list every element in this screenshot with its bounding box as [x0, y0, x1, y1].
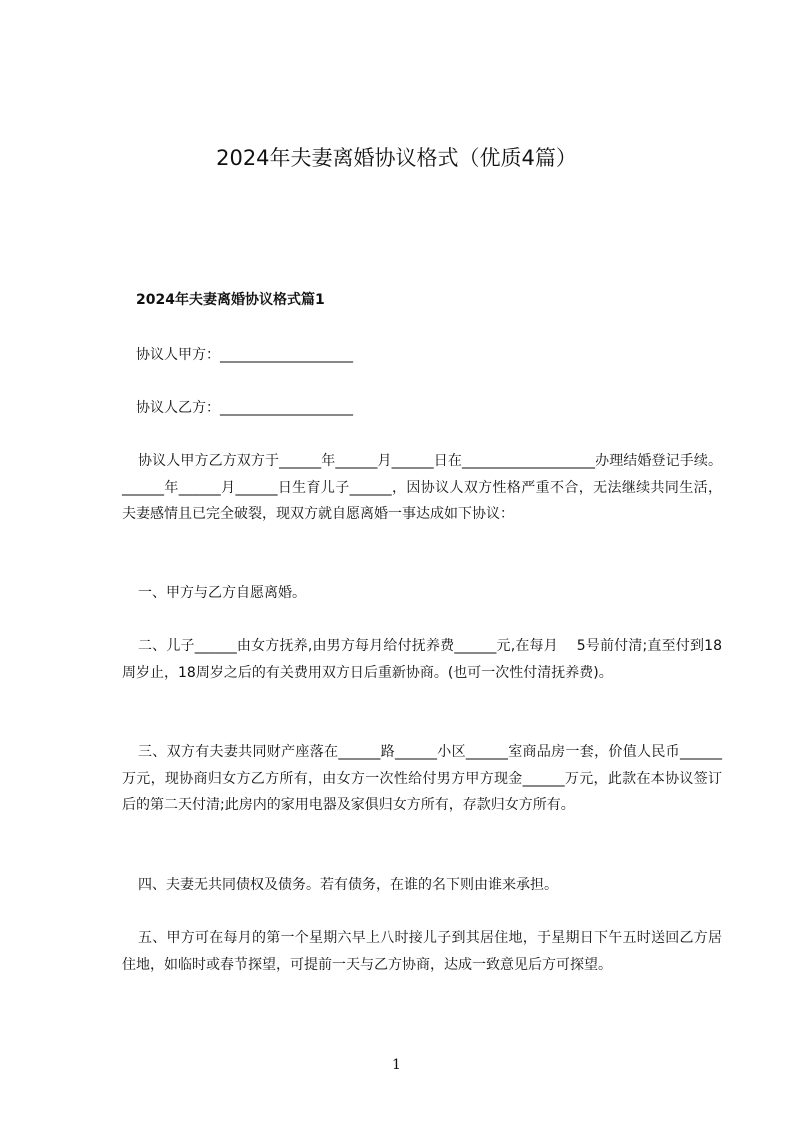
paragraph-clause-4: 四、夫妻无共同债权及债务。若有债务，在谁的名下则由谁来承担。 — [138, 877, 558, 893]
paragraph-clause-3: 三、双方有夫妻共同财产座落在______路______小区______室商品房一套，价值人民币______万元，现协商归女方乙方所有，由女方一次性给付男方甲方现金______万元，此款在本协议签订后的第二天付清;此房内的家用电器及家俱归女方所有，存款归女方所有。 — [122, 744, 722, 813]
paragraph-clause-1: 一、甲方与乙方自愿离婚。 — [138, 585, 306, 601]
party-b-line: 协议人乙方：___________________ — [136, 400, 353, 416]
paragraph-clause-2: 二、儿子______由女方抚养,由男方每月给付抚养费______元,在每月 5号前付清;直至付到18周岁止，18周岁之后的有关费用双方日后重新协商。(也可一次性付清抚养费)。 — [122, 638, 722, 681]
paragraph-clause-5: 五、甲方可在每月的第一个星期六早上八时接儿子到其居住地，于星期日下午五时送回乙方居住地，如临时或春节探望，可提前一天与乙方协商，达成一致意见后方可探望。 — [122, 930, 722, 973]
paragraph-intro: 协议人甲方乙方双方于______年______月______日在___________________办理结婚登记手续。______年______月______日生育儿子______，因协议人双方性格严重不合，无法继续共同生活，夫妻感情且已完全破裂，现双方就自愿离婚一事达成如下协议： — [122, 453, 722, 522]
section-heading: 2024年夫妻离婚协议格式篇1 — [136, 292, 325, 308]
page-number: 1 — [392, 1057, 401, 1073]
party-a-line: 协议人甲方：___________________ — [136, 347, 353, 363]
document-title: 2024年夫妻离婚协议格式（优质4篇） — [216, 146, 577, 170]
